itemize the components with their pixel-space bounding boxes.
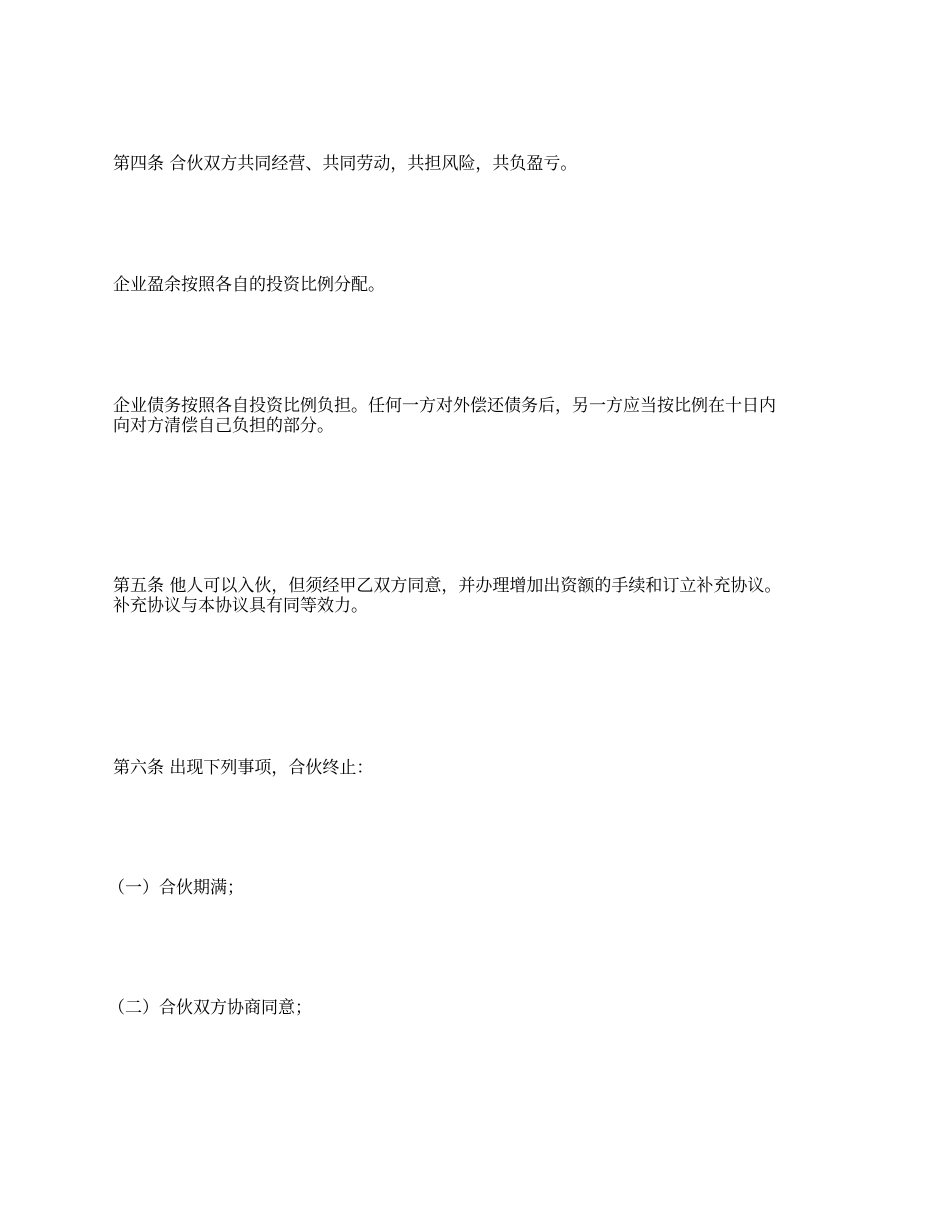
debt-liability-paragraph: 企业债务按照各自投资比例负担。任何一方对外偿还债务后，另一方应当按比例在十日内 向对方清偿自己负担的部分。 xyxy=(113,396,776,436)
article-4-paragraph: 第四条 合伙双方共同经营、共同劳动，共担风险，共负盈亏。 xyxy=(113,154,578,174)
article-5-paragraph: 第五条 他人可以入伙，但须经甲乙双方同意，并办理增加出资额的手续和订立补充协议。 补充协议与本协议具有同等效力。 xyxy=(113,576,782,616)
termination-item-2: （二）合伙双方协商同意； xyxy=(108,998,312,1018)
article-6-paragraph: 第六条 出现下列事项，合伙终止： xyxy=(113,758,374,778)
profit-distribution-paragraph: 企业盈余按照各自的投资比例分配。 xyxy=(113,275,385,295)
termination-item-1: （一）合伙期满； xyxy=(108,878,244,898)
